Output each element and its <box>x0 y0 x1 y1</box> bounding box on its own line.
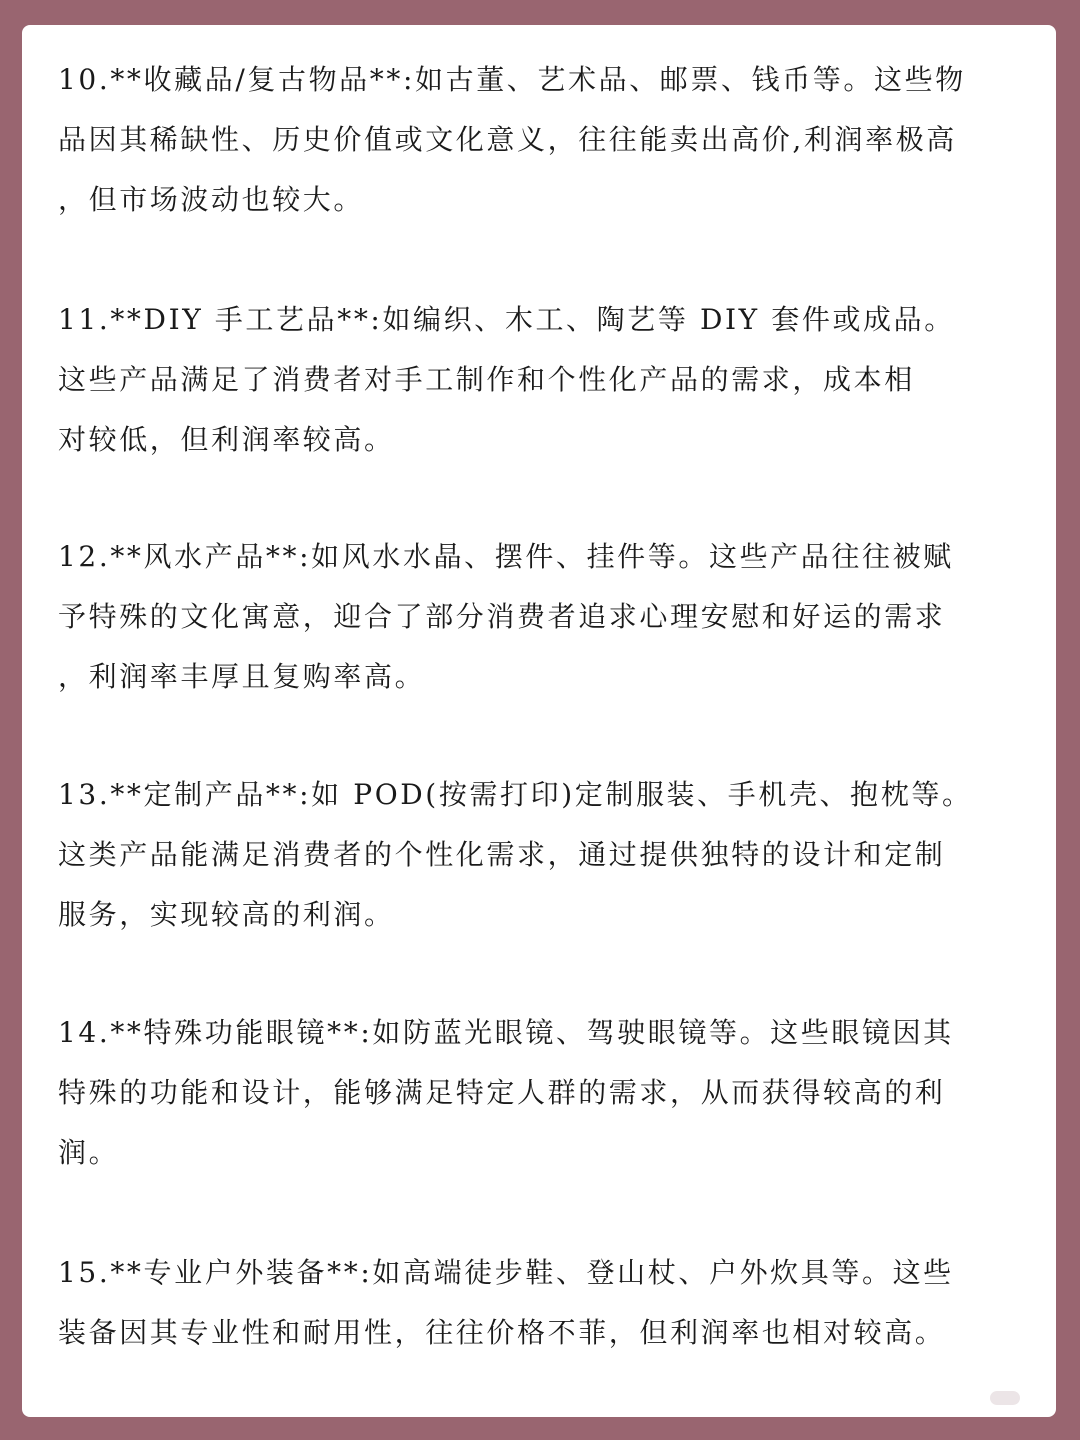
paragraph-14 <box>58 1003 1024 1183</box>
paragraph-line: ，利润率丰厚且复购率高。 <box>58 660 426 693</box>
paragraph-line: 特殊的功能和设计，能够满足特定人群的需求，从而获得较高的利 <box>58 1076 946 1109</box>
paragraph-line: 14.**特殊功能眼镜**:如防蓝光眼镜、驾驶眼镜等。这些眼镜因其 <box>58 1016 954 1049</box>
paragraph-12 <box>58 527 1024 707</box>
paragraph-line: 12.**风水产品**:如风水水晶、摆件、挂件等。这些产品往往被赋 <box>58 540 954 573</box>
paragraph-line: 11.**DIY 手工艺品**:如编织、木工、陶艺等 DIY 套件或成品。 <box>58 303 955 336</box>
paragraph-line: 品因其稀缺性、历史价值或文化意义，往往能卖出高价,利润率极高 <box>58 123 957 156</box>
paragraph-11 <box>58 290 1024 470</box>
paragraph-line: 予特殊的文化寓意，迎合了部分消费者追求心理安慰和好运的需求 <box>58 600 946 633</box>
paragraph-line: 15.**专业户外装备**:如高端徒步鞋、登山杖、户外炊具等。这些 <box>58 1256 954 1289</box>
paragraph-line: 服务，实现较高的利润。 <box>58 898 395 931</box>
watermark-logo <box>990 1391 1020 1405</box>
paragraph-13 <box>58 765 1024 945</box>
paragraph-line: 这类产品能满足消费者的个性化需求，通过提供独特的设计和定制 <box>58 838 946 871</box>
paragraph-10 <box>58 50 1024 230</box>
paragraph-line: ，但市场波动也较大。 <box>58 183 365 216</box>
content-card <box>22 25 1056 1417</box>
paragraph-line: 对较低，但利润率较高。 <box>58 423 395 456</box>
paragraph-line: 润。 <box>58 1136 120 1169</box>
paragraph-15 <box>58 1243 1024 1363</box>
paragraph-line: 装备因其专业性和耐用性，往往价格不菲，但利润率也相对较高。 <box>58 1316 946 1349</box>
paragraph-line: 10.**收藏品/复古物品**:如古董、艺术品、邮票、钱币等。这些物 <box>58 63 966 96</box>
paragraph-line: 13.**定制产品**:如 POD(按需打印)定制服装、手机壳、抱枕等。 <box>58 778 973 811</box>
paragraph-line: 这些产品满足了消费者对手工制作和个性化产品的需求，成本相 <box>58 363 915 396</box>
